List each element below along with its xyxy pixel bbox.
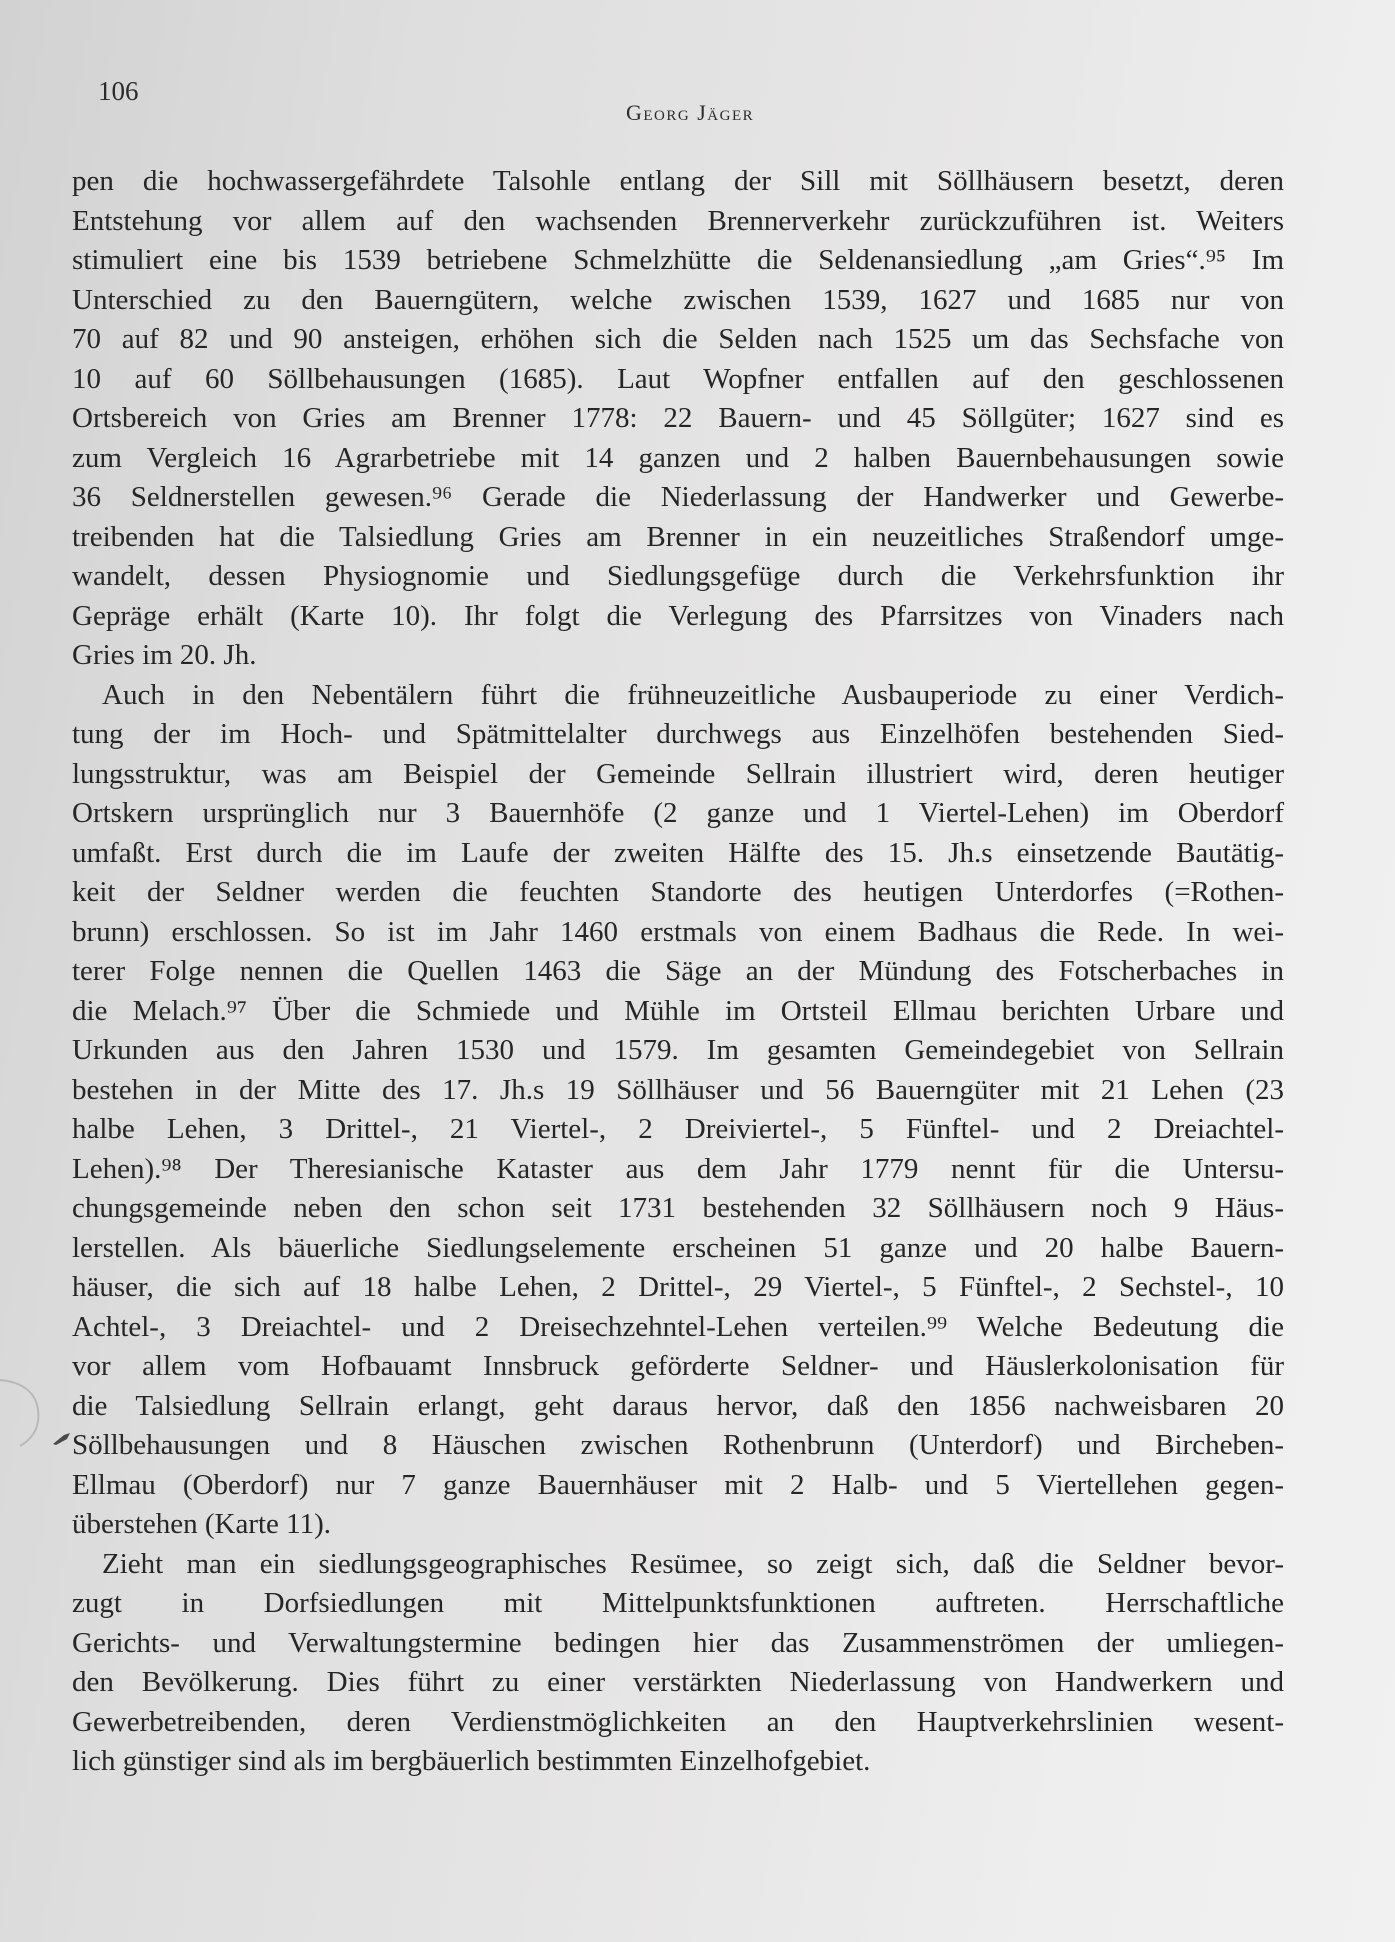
pencil-mark-icon — [52, 1432, 72, 1446]
paragraph — [72, 676, 1284, 1545]
text-line: überstehen (Karte 11). — [72, 1508, 332, 1540]
text-line: lerstellen. Als bäuerliche Siedlungselemente erscheinen 51 ganze und 20 halbe Bauern- — [72, 1231, 1284, 1264]
text-line: bestehen in der Mitte des 17. Jh.s 19 Söllhäuser und 56 Bauerngüter mit 21 Lehen (23 — [72, 1073, 1284, 1106]
text-line: halbe Lehen, 3 Drittel-, 21 Viertel-, 2 Dreiviertel-, 5 Fünftel- und 2 Dreiachtel- — [72, 1113, 1284, 1145]
text-line: brunn) erschlossen. So ist im Jahr 1460 erstmals von einem Badhaus die Rede. In wei- — [72, 915, 1284, 948]
text-line: Gepräge erhält (Karte 10). Ihr folgt die Verlegung des Pfarrsitzes von Vinaders nach — [72, 599, 1284, 632]
text-line: zum Vergleich 16 Agrarbetriebe mit 14 ganzen und 2 halben Bauernbehausungen sowie — [72, 441, 1284, 474]
body-text — [72, 162, 1284, 1782]
text-line: 36 Seldnerstellen gewesen.⁹⁶ Gerade die Niederlassung der Handwerker und Gewerbe- — [72, 481, 1284, 513]
text-line: Ortskern ursprünglich nur 3 Bauernhöfe (2 ganze und 1 Viertel-Lehen) im Oberdorf — [72, 797, 1284, 829]
text-line: Auch in den Nebentälern führt die frühneuzeitliche Ausbauperiode zu einer Verdich- — [102, 678, 1284, 711]
text-line: Achtel-, 3 Dreiachtel- und 2 Dreisechzehntel-Lehen verteilen.⁹⁹ Welche Bedeutung die — [72, 1310, 1284, 1343]
text-line: Ortsbereich von Gries am Brenner 1778: 22 Bauern- und 45 Söllgüter; 1627 sind es — [72, 402, 1284, 434]
text-line: 70 auf 82 und 90 ansteigen, erhöhen sich die Selden nach 1525 um das Sechsfache von — [72, 323, 1284, 355]
text-line: Gewerbetreibenden, deren Verdienstmöglichkeiten an den Hauptverkehrslinien wesent- — [72, 1705, 1284, 1738]
text-line: Gries im 20. Jh. — [72, 639, 257, 671]
text-line: Gerichts- und Verwaltungstermine bedingen hier das Zusammenströmen der umliegen- — [72, 1626, 1284, 1659]
text-line: terer Folge nennen die Quellen 1463 die Säge an der Mündung des Fotscherbaches in — [72, 955, 1284, 987]
text-line: Unterschied zu den Bauerngütern, welche zwischen 1539, 1627 und 1685 nur von — [72, 283, 1284, 316]
paragraph — [72, 1545, 1284, 1782]
text-line: 10 auf 60 Söllbehausungen (1685). Laut Wopfner entfallen auf den geschlossenen — [72, 362, 1284, 395]
text-line: wandelt, dessen Physiognomie und Siedlungsgefüge durch die Verkehrsfunktion ihr — [72, 560, 1284, 592]
text-line: keit der Seldner werden die feuchten Standorte des heutigen Unterdorfes (=Rothen- — [72, 876, 1284, 908]
text-line: Entstehung vor allem auf den wachsenden Brennerverkehr zurückzuführen ist. Weiters — [72, 204, 1284, 237]
text-line: lich günstiger sind als im bergbäuerlich bestimmten Einzelhofgebiet. — [72, 1745, 871, 1777]
text-line: häuser, die sich auf 18 halbe Lehen, 2 Drittel-, 29 Viertel-, 5 Fünftel-, 2 Sechstel-, 10 — [72, 1271, 1284, 1303]
text-line: vor allem vom Hofbauamt Innsbruck geförderte Seldner- und Häuslerkolonisation für — [72, 1350, 1284, 1382]
text-line: Ellmau (Oberdorf) nur 7 ganze Bauernhäuser mit 2 Halb- und 5 Viertellehen gegen- — [72, 1468, 1284, 1501]
paragraph — [72, 162, 1284, 676]
text-line: Urkunden aus den Jahren 1530 und 1579. Im gesamten Gemeindegebiet von Sellrain — [72, 1034, 1284, 1066]
text-line: den Bevölkerung. Dies führt zu einer verstärkten Niederlassung von Handwerkern und — [72, 1666, 1284, 1698]
text-line: die Melach.⁹⁷ Über die Schmiede und Mühle im Ortsteil Ellmau berichten Urbare und — [72, 994, 1284, 1027]
text-line: zugt in Dorfsiedlungen mit Mittelpunktsfunktionen auftreten. Herrschaftliche — [72, 1587, 1284, 1619]
text-line: Zieht man ein siedlungsgeographisches Resümee, so zeigt sich, daß die Seldner bevor- — [102, 1547, 1284, 1580]
text-line: die Talsiedlung Sellrain erlangt, geht daraus hervor, daß den 1856 nachweisbaren 20 — [72, 1389, 1284, 1422]
text-line: treibenden hat die Talsiedlung Gries am Brenner in ein neuzeitliches Straßendorf umge- — [72, 520, 1284, 553]
text-line: tung der im Hoch- und Spätmittelalter durchwegs aus Einzelhöfen bestehenden Sied- — [72, 718, 1284, 750]
text-line: chungsgemeinde neben den schon seit 1731 bestehenden 32 Söllhäusern noch 9 Häus- — [72, 1192, 1284, 1224]
text-line: stimuliert eine bis 1539 betriebene Schmelzhütte die Seldenansiedlung „am Gries“.⁹⁵ Im — [72, 244, 1284, 276]
page-edge-curl-icon — [0, 1378, 60, 1448]
text-line: umfaßt. Erst durch die im Laufe der zweiten Hälfte des 15. Jh.s einsetzende Bautätig- — [72, 836, 1284, 869]
text-line: pen die hochwassergefährdete Talsohle entlang der Sill mit Söllhäusern besetzt, deren — [72, 165, 1284, 197]
page-number: 106 — [98, 76, 139, 106]
text-line: lungsstruktur, was am Beispiel der Gemeinde Sellrain illustriert wird, deren heutiger — [72, 757, 1284, 790]
text-line: Söllbehausungen und 8 Häuschen zwischen Rothenbrunn (Unterdorf) und Bircheben- — [72, 1429, 1284, 1461]
text-line: Lehen).⁹⁸ Der Theresianische Kataster aus dem Jahr 1779 nennt für die Untersu- — [72, 1152, 1284, 1185]
running-head: Georg Jäger — [626, 100, 755, 125]
